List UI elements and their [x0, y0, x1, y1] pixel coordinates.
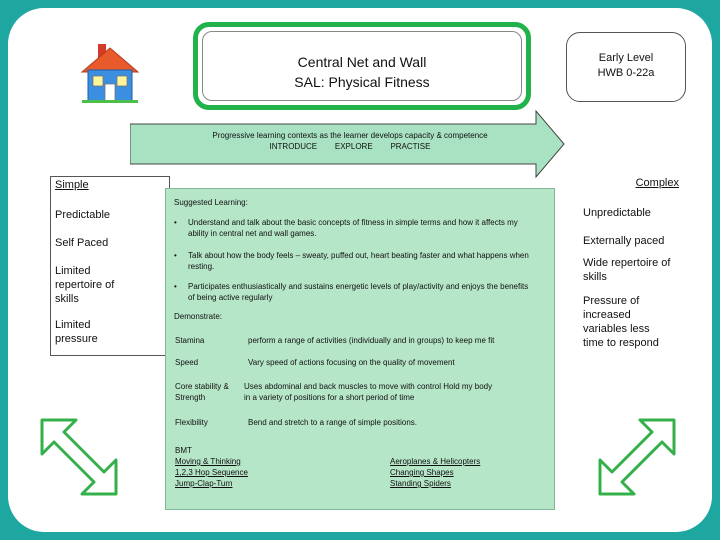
level-line2: HWB 0-22a	[597, 67, 655, 79]
right-item: Externally paced	[583, 235, 665, 247]
title-line1: Central Net and Wall	[297, 54, 427, 70]
left-item: Self Paced	[55, 237, 109, 249]
house-icon	[78, 42, 142, 104]
bmt-link[interactable]: Moving & Thinking	[175, 457, 241, 466]
complex-label: Complex	[635, 177, 679, 189]
row-value: Vary speed of actions focusing on the quality of movement	[248, 358, 455, 367]
right-item: Wide repertoire of skills	[583, 257, 671, 283]
left-item: Limited repertoire of skills	[55, 265, 115, 305]
level-box	[566, 32, 686, 102]
expand-arrow-icon	[598, 418, 676, 496]
bmt-links-left	[175, 456, 248, 489]
bmt-links-right	[390, 456, 480, 489]
row-label: Core stability & Strength	[175, 382, 229, 402]
bullet-item: • Talk about how the body feels – sweaty, puffed out, heart beating faster and what happens when resting.	[174, 251, 529, 271]
left-item: Predictable	[55, 209, 111, 221]
bullet-item: • Participates enthusiastically and sustains energetic levels of play/activity and enjoys the benefits of being active regularly	[174, 282, 529, 302]
left-item: Limited pressure	[55, 319, 98, 345]
row-value: Uses abdominal and back muscles to move with control Hold my body in a variety of positions for a short period of time	[244, 382, 493, 402]
row-label: Flexibility	[175, 418, 208, 427]
row-value: perform a range of activities (individually and in groups) to keep me fit	[248, 336, 495, 345]
expand-arrow-icon	[40, 418, 118, 496]
learning-panel	[165, 188, 555, 510]
bmt-link[interactable]: Aeroplanes & Helicopters	[390, 457, 481, 466]
right-item: Unpredictable	[583, 207, 651, 219]
suggested-learning-heading: Suggested Learning:	[174, 198, 248, 207]
progression-text: Progressive learning contexts as the learner develops capacity & competence	[212, 131, 488, 140]
bmt-link[interactable]: Changing Shapes	[390, 468, 454, 477]
row-value: Bend and stretch to a range of simple positions.	[248, 418, 417, 427]
bmt-link[interactable]: 1,2,3 Hop Sequence	[175, 468, 248, 477]
simple-label: Simple	[55, 179, 89, 191]
level-line1: Early Level	[598, 52, 654, 64]
left-column	[55, 178, 175, 356]
row-label: Speed	[175, 358, 199, 367]
right-column	[583, 176, 705, 364]
demonstrate-heading: Demonstrate:	[174, 312, 223, 321]
progression-stages: INTRODUCE EXPLORE PRACTISE	[269, 142, 431, 151]
title-line2: SAL: Physical Fitness	[294, 74, 430, 90]
right-item: Pressure of increased variables less time to respond	[583, 295, 659, 349]
bullet-item: • Understand and talk about the basic concepts of fitness in simple terms and how it affects my ability in central net and wall games.	[174, 218, 518, 238]
bmt-link[interactable]: Standing Spiders	[390, 479, 451, 488]
bmt-link[interactable]: Jump-Clap-Turn	[175, 479, 233, 488]
row-label: Stamina	[175, 336, 205, 345]
progression-text-block	[140, 130, 560, 152]
title-box	[193, 22, 531, 110]
bmt-heading: BMT	[175, 446, 192, 455]
